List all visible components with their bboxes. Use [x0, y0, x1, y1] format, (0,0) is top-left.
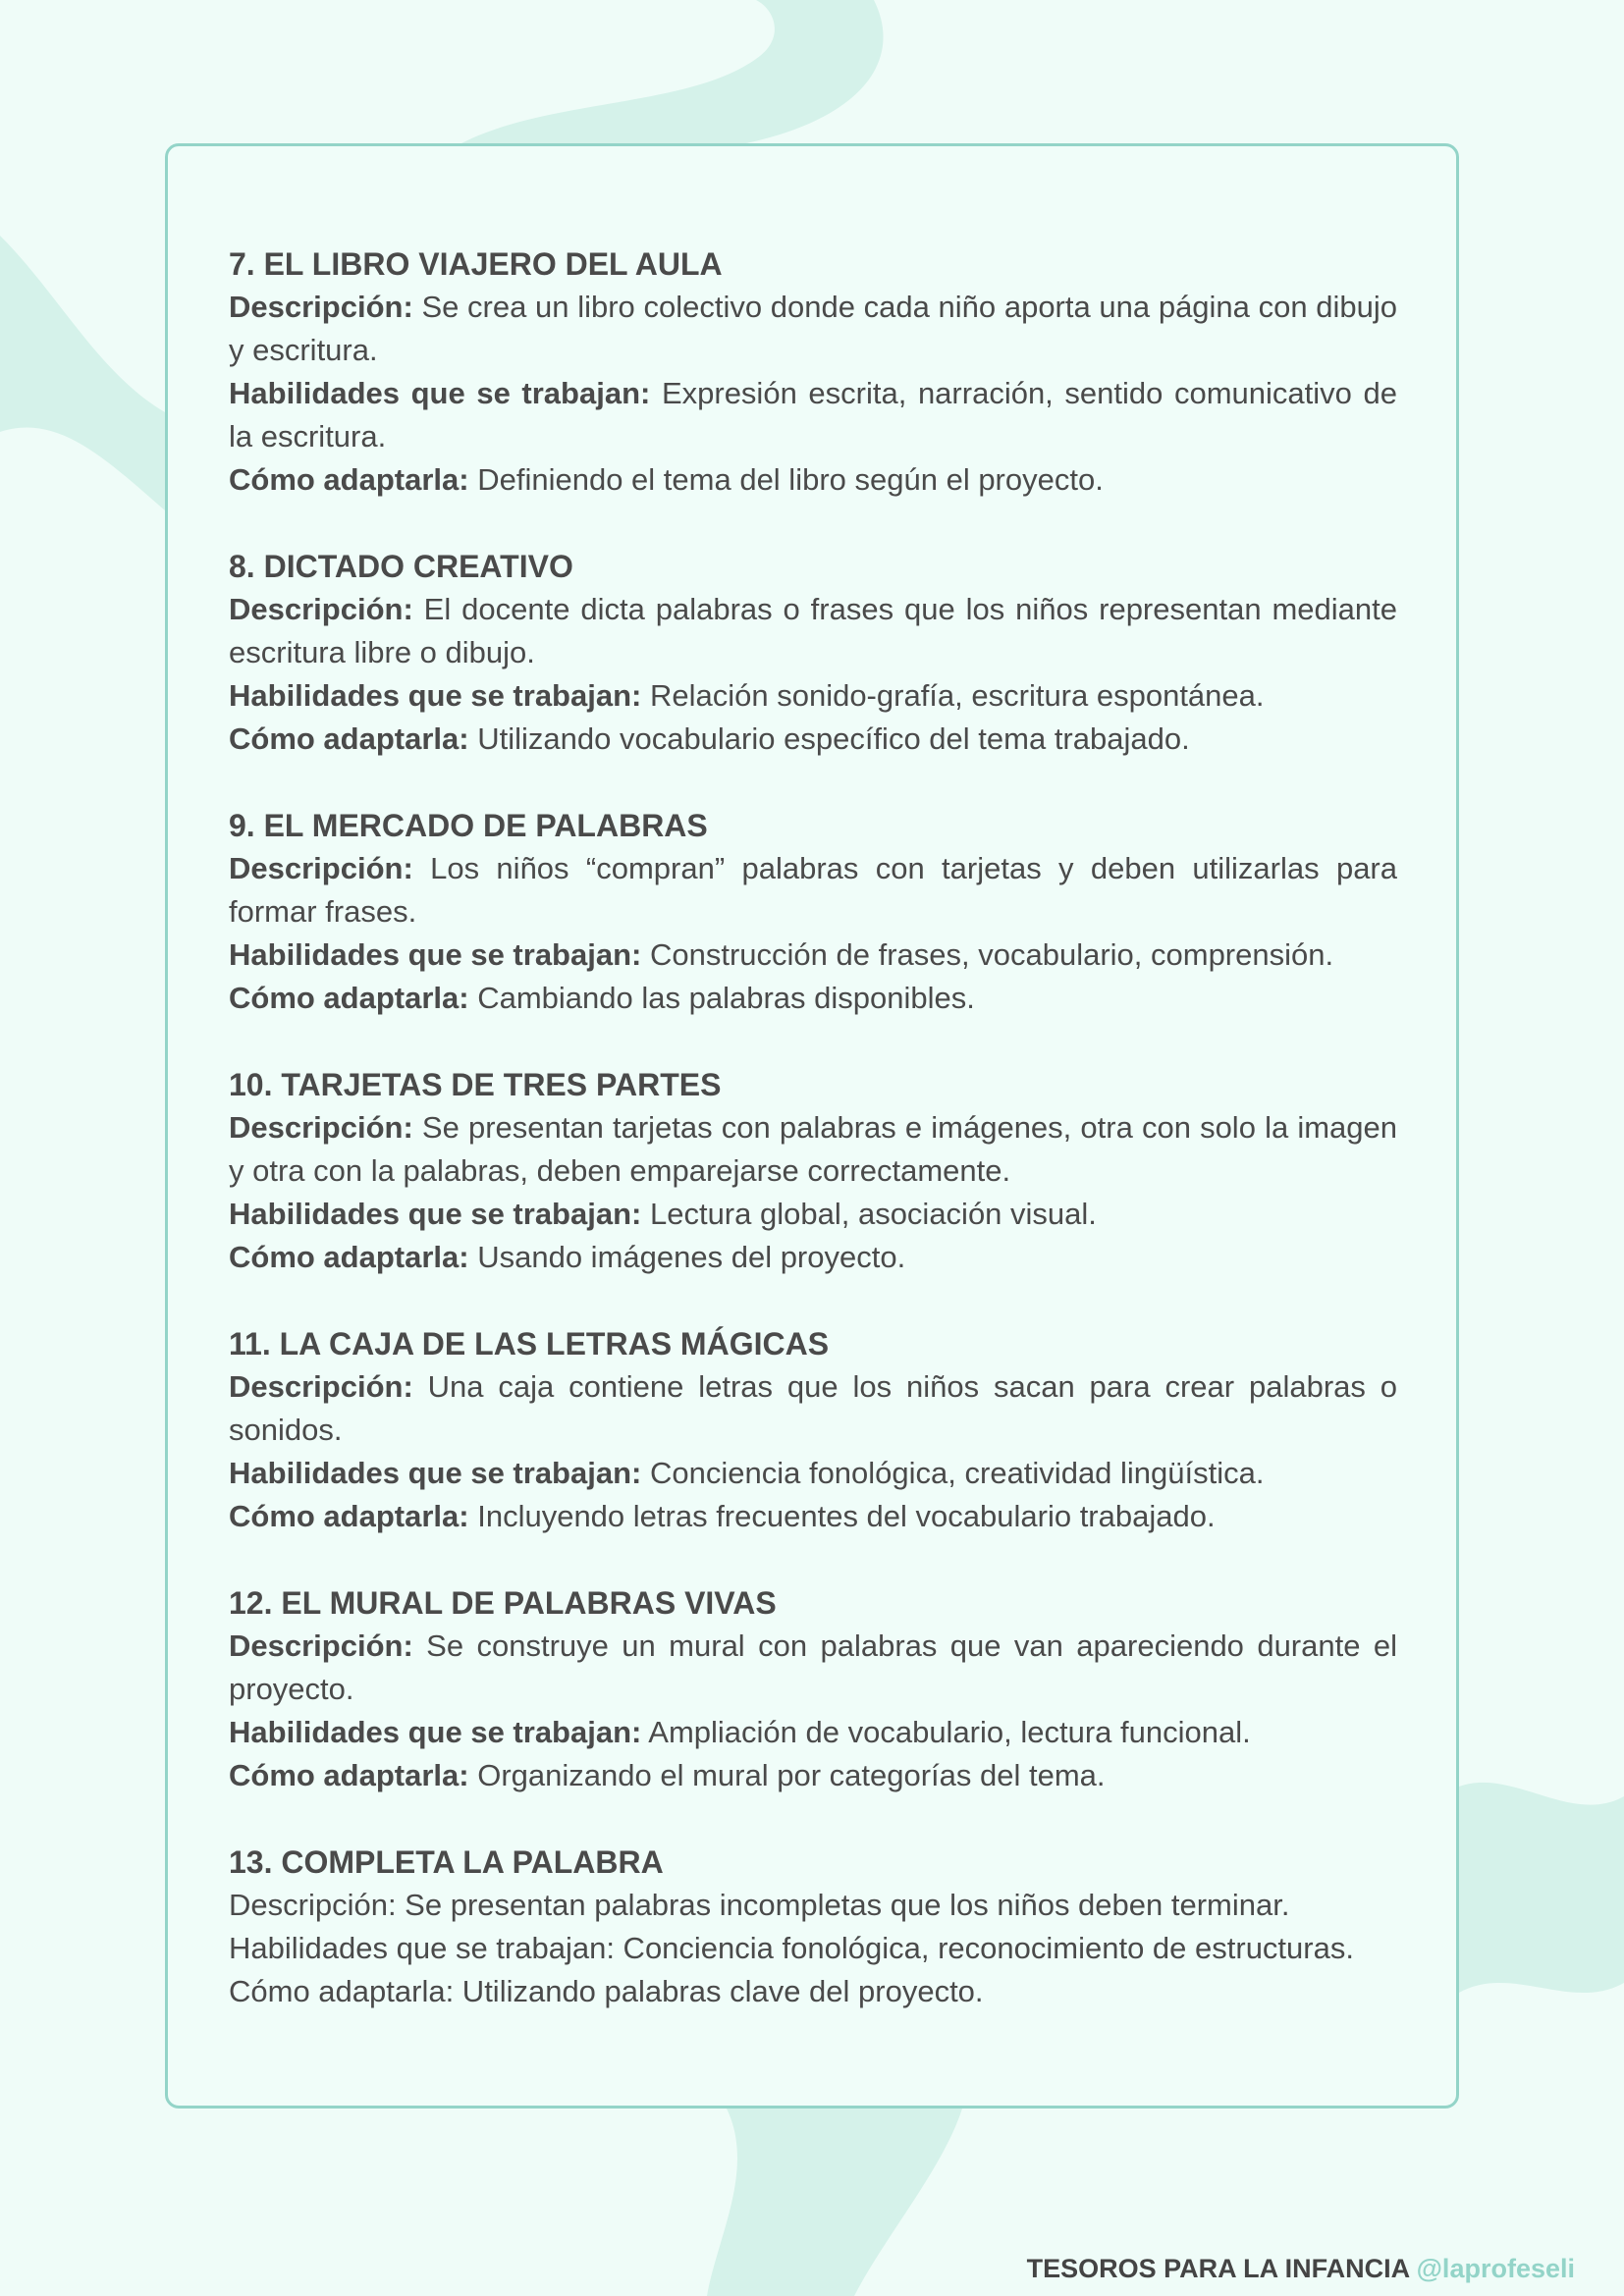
activity-description — [229, 588, 1397, 674]
activity-title: 11. LA CAJA DE LAS LETRAS MÁGICAS — [229, 1326, 830, 1362]
description-text: Una caja contiene letras que los niños sacan para crear palabras o sonidos. — [229, 1369, 1397, 1447]
activity-13 — [229, 1841, 1397, 2013]
skills-text: Conciencia fonológica, creatividad lingüística. — [641, 1456, 1265, 1490]
activity-title: 7. EL LIBRO VIAJERO DEL AULA — [229, 246, 723, 282]
activity-title: 9. EL MERCADO DE PALABRAS — [229, 808, 708, 843]
decorative-wave-bottom — [707, 2109, 962, 2296]
decorative-wave-top — [461, 0, 884, 143]
adapt-text: Usando imágenes del proyecto. — [468, 1240, 906, 1274]
activity-description — [229, 1106, 1397, 1193]
adapt-text: Utilizando vocabulario específico del tema trabajado. — [468, 721, 1190, 756]
activity-adapt — [229, 718, 1397, 761]
activity-adapt — [229, 1754, 1397, 1797]
skills-label: Habilidades que se trabajan: — [229, 937, 642, 972]
skills-text: Lectura global, asociación visual. — [641, 1197, 1097, 1231]
skills-label: Habilidades que se trabajan: — [229, 1197, 642, 1231]
activity-skills — [229, 674, 1397, 718]
skills-text: Relación sonido-grafía, escritura espontánea. — [641, 678, 1265, 713]
adapt-label: Cómo adaptarla: — [229, 981, 469, 1015]
skills-label: Habilidades que se trabajan: — [229, 1715, 642, 1749]
skills-text: Conciencia fonológica, reconocimiento de estructuras. — [614, 1931, 1354, 1965]
footer — [1027, 2252, 1575, 2285]
activity-adapt — [229, 1236, 1397, 1279]
activity-11 — [229, 1322, 1397, 1538]
description-text: Se presentan palabras incompletas que los niños deben terminar. — [396, 1888, 1290, 1922]
description-label: Descripción: — [229, 592, 413, 626]
activity-skills — [229, 1452, 1397, 1495]
footer-handle: @laprofeseli — [1416, 2254, 1575, 2283]
activity-adapt — [229, 1970, 1397, 2013]
activity-title: 13. COMPLETA LA PALABRA — [229, 1844, 664, 1880]
adapt-text: Incluyendo letras frecuentes del vocabulario trabajado. — [468, 1499, 1216, 1533]
skills-text: Expresión escrita, narración, sentido comunicativo de la escritura. — [229, 376, 1397, 454]
adapt-text: Organizando el mural por categorías del tema. — [468, 1758, 1106, 1792]
skills-label: Habilidades que se trabajan: — [229, 678, 642, 713]
skills-text: Ampliación de vocabulario, lectura funcional. — [641, 1715, 1251, 1749]
description-label: Descripción: — [229, 1888, 397, 1922]
decorative-wave-right — [1459, 1783, 1624, 1993]
activities-list — [229, 242, 1397, 2056]
adapt-text: Utilizando palabras clave del proyecto. — [454, 1974, 984, 2008]
adapt-text: Cambiando las palabras disponibles. — [468, 981, 975, 1015]
description-text: Se crea un libro colectivo donde cada niño aporta una página con dibujo y escritura. — [229, 290, 1397, 367]
activity-title: 8. DICTADO CREATIVO — [229, 549, 573, 584]
activity-description — [229, 1365, 1397, 1452]
activity-skills — [229, 1711, 1397, 1754]
activity-adapt — [229, 1495, 1397, 1538]
description-text: El docente dicta palabras o frases que los niños representan mediante escritura libre o dibujo. — [229, 592, 1397, 669]
footer-brand: TESOROS PARA LA INFANCIA — [1026, 2254, 1410, 2283]
description-text: Se presentan tarjetas con palabras e imágenes, otra con solo la imagen y otra con la palabras, deben emparejarse correctamente. — [229, 1110, 1397, 1188]
activity-description — [229, 1884, 1397, 1927]
activity-9 — [229, 804, 1397, 1020]
activity-adapt — [229, 458, 1397, 502]
activity-description — [229, 847, 1397, 934]
adapt-label: Cómo adaptarla: — [229, 1499, 469, 1533]
activity-skills — [229, 1193, 1397, 1236]
adapt-label: Cómo adaptarla: — [229, 721, 469, 756]
activity-12 — [229, 1581, 1397, 1797]
activity-10 — [229, 1063, 1397, 1279]
description-label: Descripción: — [229, 1110, 413, 1145]
activity-description — [229, 1625, 1397, 1711]
activity-title: 12. EL MURAL DE PALABRAS VIVAS — [229, 1585, 777, 1621]
activity-skills — [229, 372, 1397, 458]
activity-skills — [229, 1927, 1397, 1970]
description-label: Descripción: — [229, 1629, 413, 1663]
activity-7 — [229, 242, 1397, 502]
decorative-wave-left — [0, 236, 165, 510]
adapt-text: Definiendo el tema del libro según el proyecto. — [468, 462, 1104, 497]
adapt-label: Cómo adaptarla: — [229, 1240, 469, 1274]
skills-label: Habilidades que se trabajan: — [229, 376, 651, 410]
activity-8 — [229, 545, 1397, 761]
description-text: Los niños “compran” palabras con tarjetas y deben utilizarlas para formar frases. — [229, 851, 1397, 929]
description-text: Se construye un mural con palabras que van apareciendo durante el proyecto. — [229, 1629, 1397, 1706]
skills-label: Habilidades que se trabajan: — [229, 1931, 615, 1965]
activity-description — [229, 286, 1397, 372]
description-label: Descripción: — [229, 290, 413, 324]
description-label: Descripción: — [229, 851, 413, 885]
activity-adapt — [229, 977, 1397, 1020]
skills-label: Habilidades que se trabajan: — [229, 1456, 642, 1490]
skills-text: Construcción de frases, vocabulario, comprensión. — [641, 937, 1334, 972]
description-label: Descripción: — [229, 1369, 413, 1404]
adapt-label: Cómo adaptarla: — [229, 1974, 455, 2008]
adapt-label: Cómo adaptarla: — [229, 1758, 469, 1792]
activity-skills — [229, 934, 1397, 977]
activity-title: 10. TARJETAS DE TRES PARTES — [229, 1067, 722, 1102]
adapt-label: Cómo adaptarla: — [229, 462, 469, 497]
